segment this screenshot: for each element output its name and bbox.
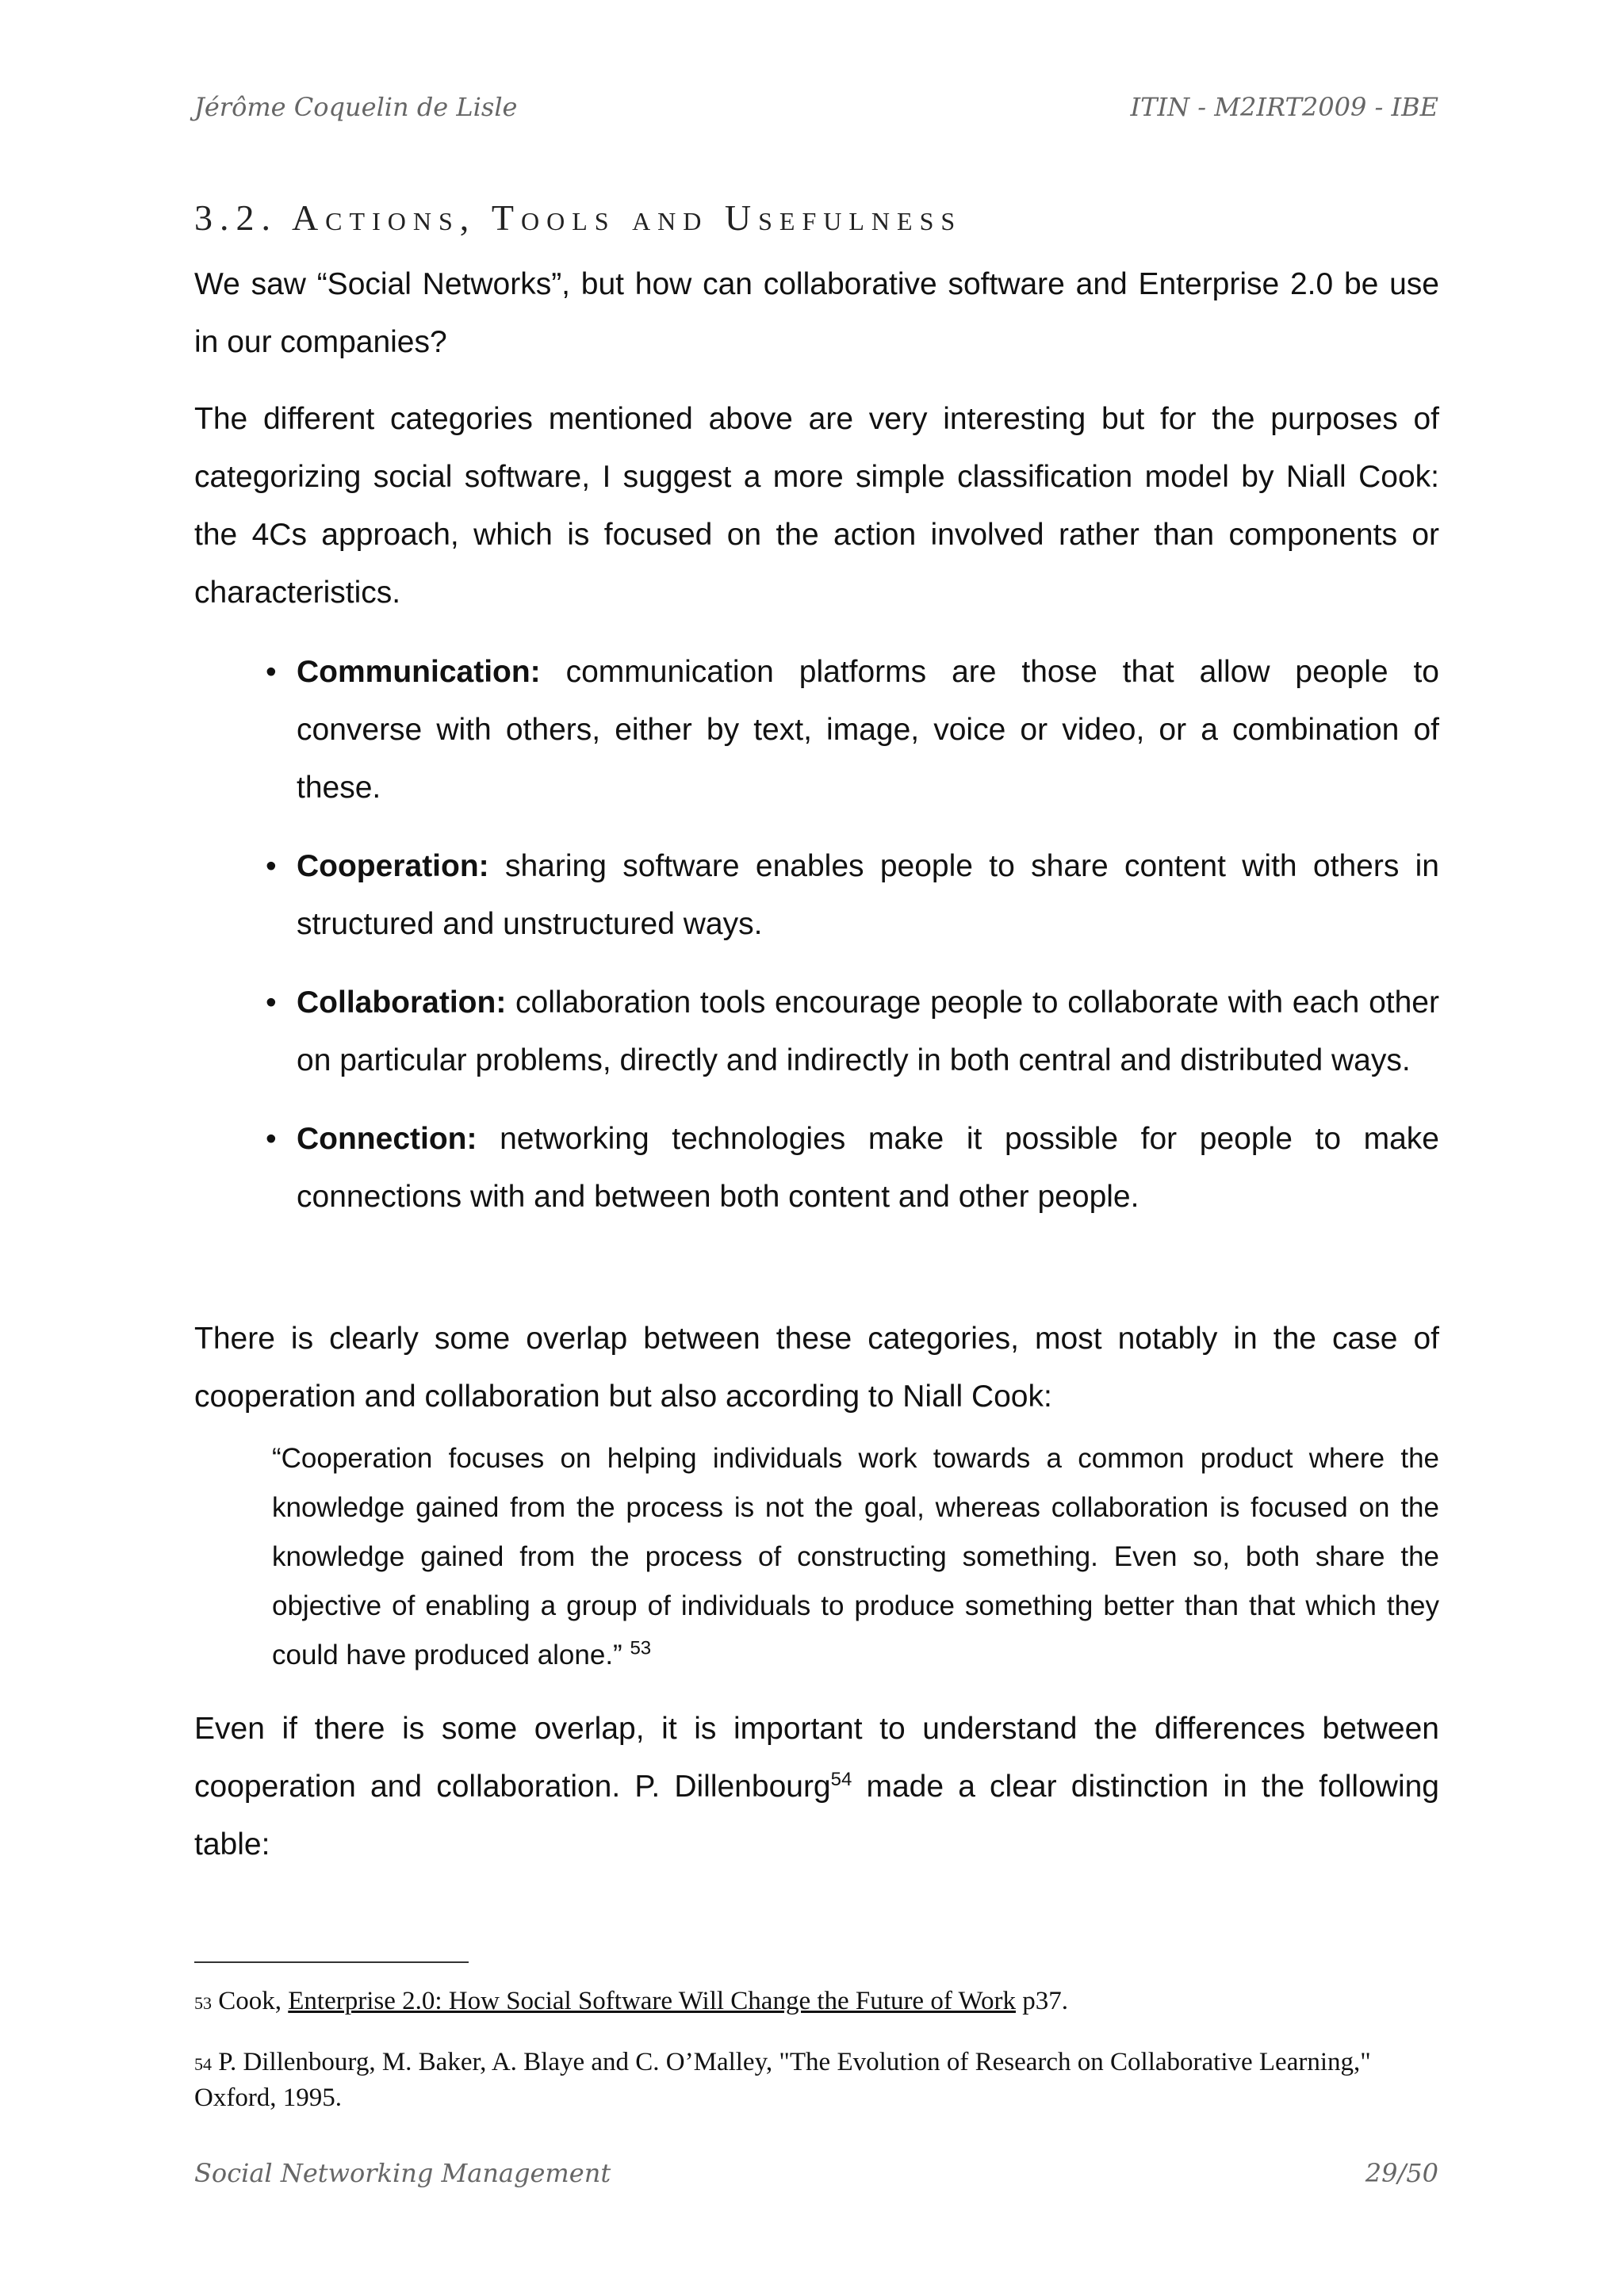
bullet-text: networking technologies make it possible for people to make connections with and between both content and other people. bbox=[297, 1122, 1439, 1214]
bullet-dot: • bbox=[266, 985, 277, 1020]
bullet-list-4cs bbox=[266, 643, 1439, 1246]
bullet-text: sharing software enables people to share content with others in structured and unstructured ways. bbox=[297, 849, 1439, 941]
bullet-term: Communication: bbox=[297, 655, 541, 689]
paragraph-4cs: The different categories mentioned above are very interesting but for the purposes of categorizing social software, I suggest a more simple classification model by Niall Cook: the 4Cs approach, which is focused on the action involved rather than components or characteristics. bbox=[194, 402, 1439, 610]
header-author: Jérôme Coquelin de Lisle bbox=[194, 92, 518, 122]
bullet-dot: • bbox=[266, 849, 277, 883]
footnote-54 bbox=[194, 2045, 1439, 2115]
paragraph-intro: We saw “Social Networks”, but how can collaborative software and Enterprise 2.0 be use in our companies? bbox=[194, 267, 1439, 359]
footer-title: Social Networking Management bbox=[194, 2158, 611, 2188]
bullet-term: Cooperation: bbox=[297, 849, 489, 883]
bullet-communication bbox=[266, 643, 1439, 817]
page-number: 29/50 bbox=[1365, 2158, 1438, 2188]
footnote-book-title: Enterprise 2.0: How Social Software Will Change the Future of Work bbox=[288, 1987, 1016, 2015]
quote-text: “Cooperation focuses on helping individuals work towards a common product where the knowledge gained from the process is not the goal, whereas collaboration is focused on the knowledge gained from the process of constructing something. Even so, both share the objective of enabling a group of individuals to produce something better than that which they could have produced alone.” bbox=[272, 1443, 1439, 1670]
footnote-ref-53[interactable]: 53 bbox=[630, 1637, 652, 1659]
bullet-cooperation bbox=[266, 837, 1439, 953]
bullet-dot: • bbox=[266, 655, 277, 689]
footnote-text: Cook, bbox=[212, 1987, 289, 2015]
footnote-text: P. Dillenbourg, M. Baker, A. Blaye and C. O’Malley, "The Evolution of Research on Collaborative Learning," Oxford, 1995. bbox=[194, 2048, 1371, 2112]
bullet-collaboration bbox=[266, 974, 1439, 1089]
footnote-number: 54 bbox=[194, 2054, 212, 2074]
bullet-text: collaboration tools encourage people to collaborate with each other on particular problems, directly and indirectly in both central and distributed ways. bbox=[297, 985, 1439, 1077]
footnote-number: 53 bbox=[194, 1993, 212, 2013]
paragraph-overlap: There is clearly some overlap between these categories, most notably in the case of cooperation and collaboration but also according to Niall Cook: bbox=[194, 1322, 1439, 1414]
footnote-divider bbox=[194, 1961, 469, 1963]
paragraph-text: made a clear distinction in the following table: bbox=[194, 1770, 1439, 1862]
bullet-term: Collaboration: bbox=[297, 985, 507, 1020]
block-quote bbox=[272, 1434, 1439, 1680]
paragraph-distinction bbox=[194, 1700, 1439, 1873]
bullet-term: Connection: bbox=[297, 1122, 477, 1156]
footnote-53 bbox=[194, 1984, 1439, 2020]
paragraph-text: Even if there is some overlap, it is important to understand the differences between cooperation and collaboration. P. Dillenbourg bbox=[194, 1712, 1439, 1804]
bullet-connection bbox=[266, 1110, 1439, 1226]
header-course: ITIN - M2IRT2009 - IBE bbox=[1130, 92, 1438, 122]
section-title: 3.2. Actions, Tools and Usefulness bbox=[194, 197, 963, 238]
bullet-text: communication platforms are those that allow people to converse with others, either by text, image, voice or video, or a combination of these. bbox=[297, 655, 1439, 805]
footnote-ref-54[interactable]: 54 bbox=[830, 1769, 852, 1790]
bullet-dot: • bbox=[266, 1122, 277, 1156]
footnote-text: p37. bbox=[1015, 1987, 1068, 2015]
